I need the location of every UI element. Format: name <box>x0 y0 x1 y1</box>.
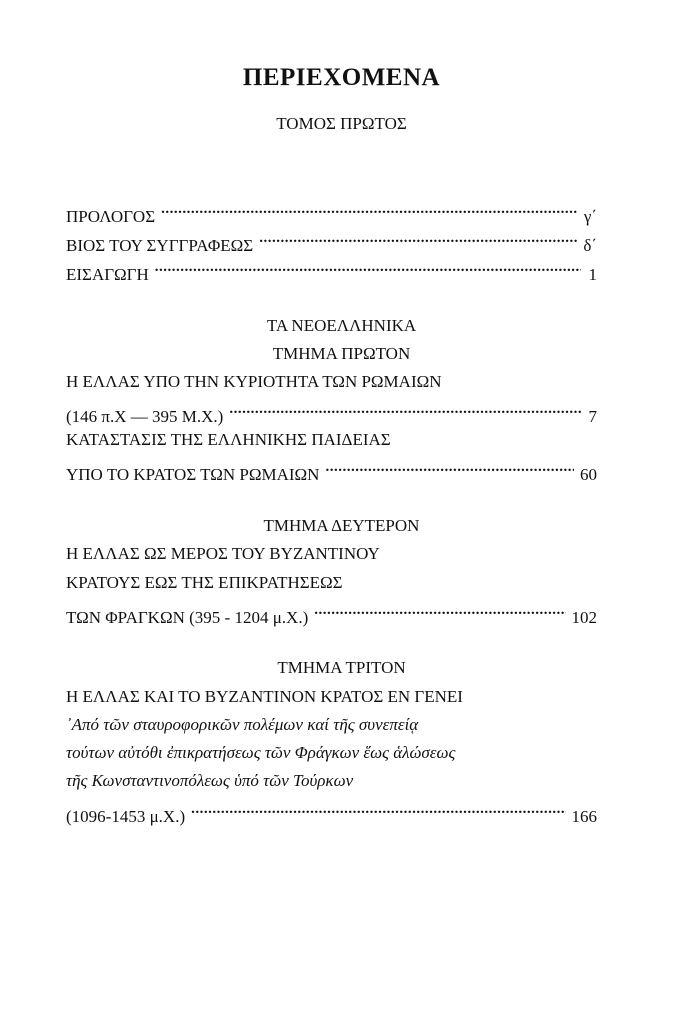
dot-leader <box>191 800 565 822</box>
dot-leader <box>161 200 578 222</box>
section-1-heading: ΤΜΗΜΑ ΠΡΩΤΟΝ <box>272 344 411 363</box>
toc-entry-label: ΒΙΟΣ ΤΟΥ ΣΥΓΓΡΑΦΕΩΣ <box>66 236 254 255</box>
toc-entry-text: Η ΕΛΛΑΣ ΚΑΙ ΤΟ ΒΥΖΑΝΤΙΝΟΝ ΚΡΑΤΟΣ ΕΝ ΓΕΝΕΙ <box>66 687 463 706</box>
toc-entry-byzantine-state <box>66 601 597 629</box>
toc-page-number: δ΄ <box>583 236 597 255</box>
page-title: ΠΕΡΙΕΧΟΜΕΝΑ <box>242 64 441 91</box>
toc-entry-roman-rule <box>66 400 597 428</box>
volume-subtitle: ΤΟΜΟΣ ΠΡΩΤΟΣ <box>276 114 407 133</box>
toc-entry-crusades <box>66 800 597 828</box>
toc-entry-prologue <box>66 200 597 228</box>
dot-leader <box>229 400 581 422</box>
toc-entry-label: ΕΙΣΑΓΩΓΗ <box>66 265 149 284</box>
toc-entry-introduction <box>66 258 597 286</box>
dot-leader <box>314 601 565 623</box>
section-2-heading: ΤΜΗΜΑ ΔΕΥΤΕΡΟΝ <box>263 516 420 535</box>
toc-entry-label: ΠΡΟΛΟΓΟΣ <box>66 207 156 226</box>
toc-entry-label: (1096-1453 μ.Χ.) <box>66 807 186 826</box>
toc-entry-label: (146 π.Χ — 395 Μ.Χ.) <box>66 407 224 426</box>
toc-entry-label: ΤΩΝ ΦΡΑΓΚΩΝ (395 - 1204 μ.Χ.) <box>66 608 309 627</box>
toc-entry-author-biography <box>66 229 597 257</box>
toc-entry-text: ᾿Από τῶν σταυροφορικῶν πολέμων καί τῆς συνεπείᾳ <box>66 715 419 734</box>
toc-entry-text: ΚΑΤΑΣΤΑΣΙΣ ΤΗΣ ΕΛΛΗΝΙΚΗΣ ΠΑΙΔΕΙΑΣ <box>66 430 391 449</box>
toc-page-number: 60 <box>580 465 597 484</box>
toc-entry-text: τῆς Κωνσταντινοπόλεως ὑπό τῶν Τούρκων <box>66 771 354 790</box>
dot-leader <box>259 229 577 251</box>
toc-entry-text: Η ΕΛΛΑΣ ΩΣ ΜΕΡΟΣ ΤΟΥ ΒΥΖΑΝΤΙΝΟΥ <box>66 544 380 563</box>
toc-entry-text: Η ΕΛΛΑΣ ΥΠΟ ΤΗΝ ΚΥΡΙΟΤΗΤΑ ΤΩΝ ΡΩΜΑΙΩΝ <box>66 372 442 391</box>
toc-page-number: 102 <box>571 608 597 627</box>
toc-page-number: 166 <box>571 807 597 826</box>
toc-page-number: 7 <box>588 407 597 426</box>
part-heading: ΤΑ ΝΕΟΕΛΛΗΝΙΚΑ <box>266 316 417 335</box>
toc-page-number: 1 <box>588 265 597 284</box>
toc-entry-education <box>66 458 597 486</box>
section-3-heading: ΤΜΗΜΑ ΤΡΙΤΟΝ <box>277 658 406 677</box>
dot-leader <box>155 258 581 280</box>
toc-entry-label: ΥΠΟ ΤΟ ΚΡΑΤΟΣ ΤΩΝ ΡΩΜΑΙΩΝ <box>66 465 320 484</box>
toc-page-number: γ΄ <box>583 207 597 226</box>
toc-entry-text: ΚΡΑΤΟΥΣ ΕΩΣ ΤΗΣ ΕΠΙΚΡΑΤΗΣΕΩΣ <box>66 573 343 592</box>
toc-entry-text: τούτων αὐτόθι ἐπικρατήσεως τῶν Φράγκων ἕως ἁλώσεως <box>66 743 456 762</box>
dot-leader <box>325 458 574 480</box>
